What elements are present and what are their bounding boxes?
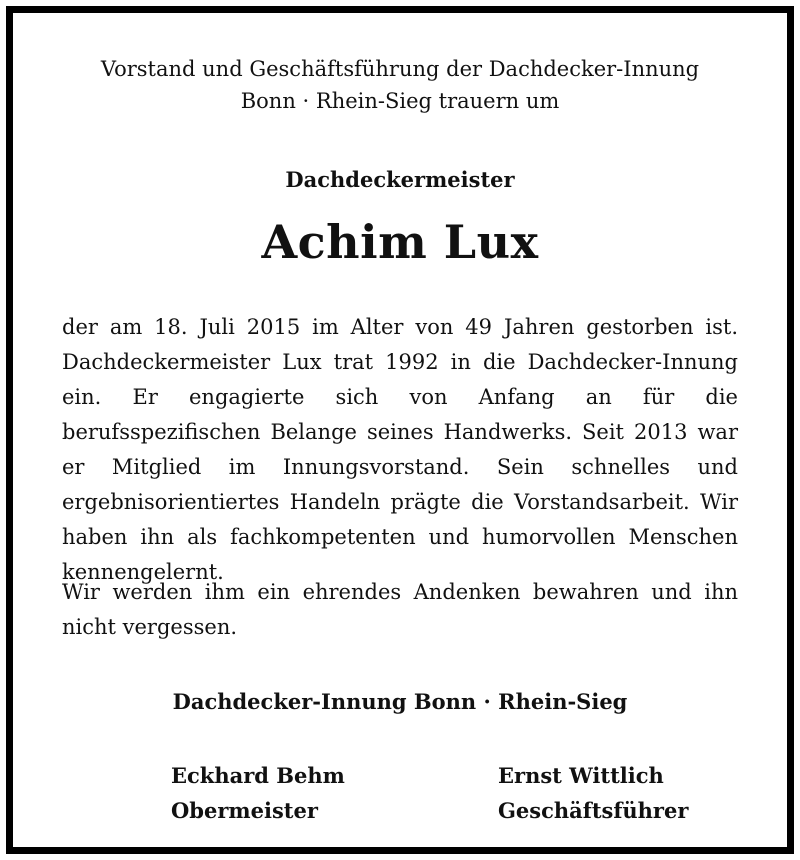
header-line-2: Bonn · Rhein-Sieg trauern um: [240, 89, 560, 113]
body-paragraph-2: Wir werden ihm ein ehrendes Andenken bewahren und ihn nicht vergessen.: [62, 580, 738, 639]
signatory-left: [171, 758, 345, 828]
obituary-frame: [6, 6, 794, 854]
header: [13, 53, 787, 117]
body-paragraph-1: der am 18. Juli 2015 im Alter von 49 Jahren gestorben ist. Dachdeckermeister Lux trat 1992 in die Dachdecker-Innung ein. Er engagierte sich von Anfang an für die berufsspezifischen Belange seines Handwerks. Seit 2013 war er Mitglied im Innungsvorstand. Sein schnelles und ergebnisorientiertes Handeln prägte die Vorstandsarbeit. Wir haben ihn als fachkompetenten und humorvollen Menschen kennengelernt.: [62, 315, 738, 584]
signatory-role: Geschäftsführer: [498, 798, 689, 823]
organization-name: Dachdecker-Innung Bonn · Rhein-Sieg: [172, 689, 628, 714]
signatory-name: Eckhard Behm: [171, 763, 345, 788]
signatory-role: Obermeister: [171, 798, 318, 823]
deceased-name: Achim Lux: [261, 215, 539, 269]
signatory-right: [498, 758, 688, 828]
header-line-1: Vorstand und Geschäftsführung der Dachdecker-Innung: [100, 57, 700, 81]
deceased-title: Dachdeckermeister: [285, 167, 515, 192]
signatory-name: Ernst Wittlich: [498, 763, 664, 788]
